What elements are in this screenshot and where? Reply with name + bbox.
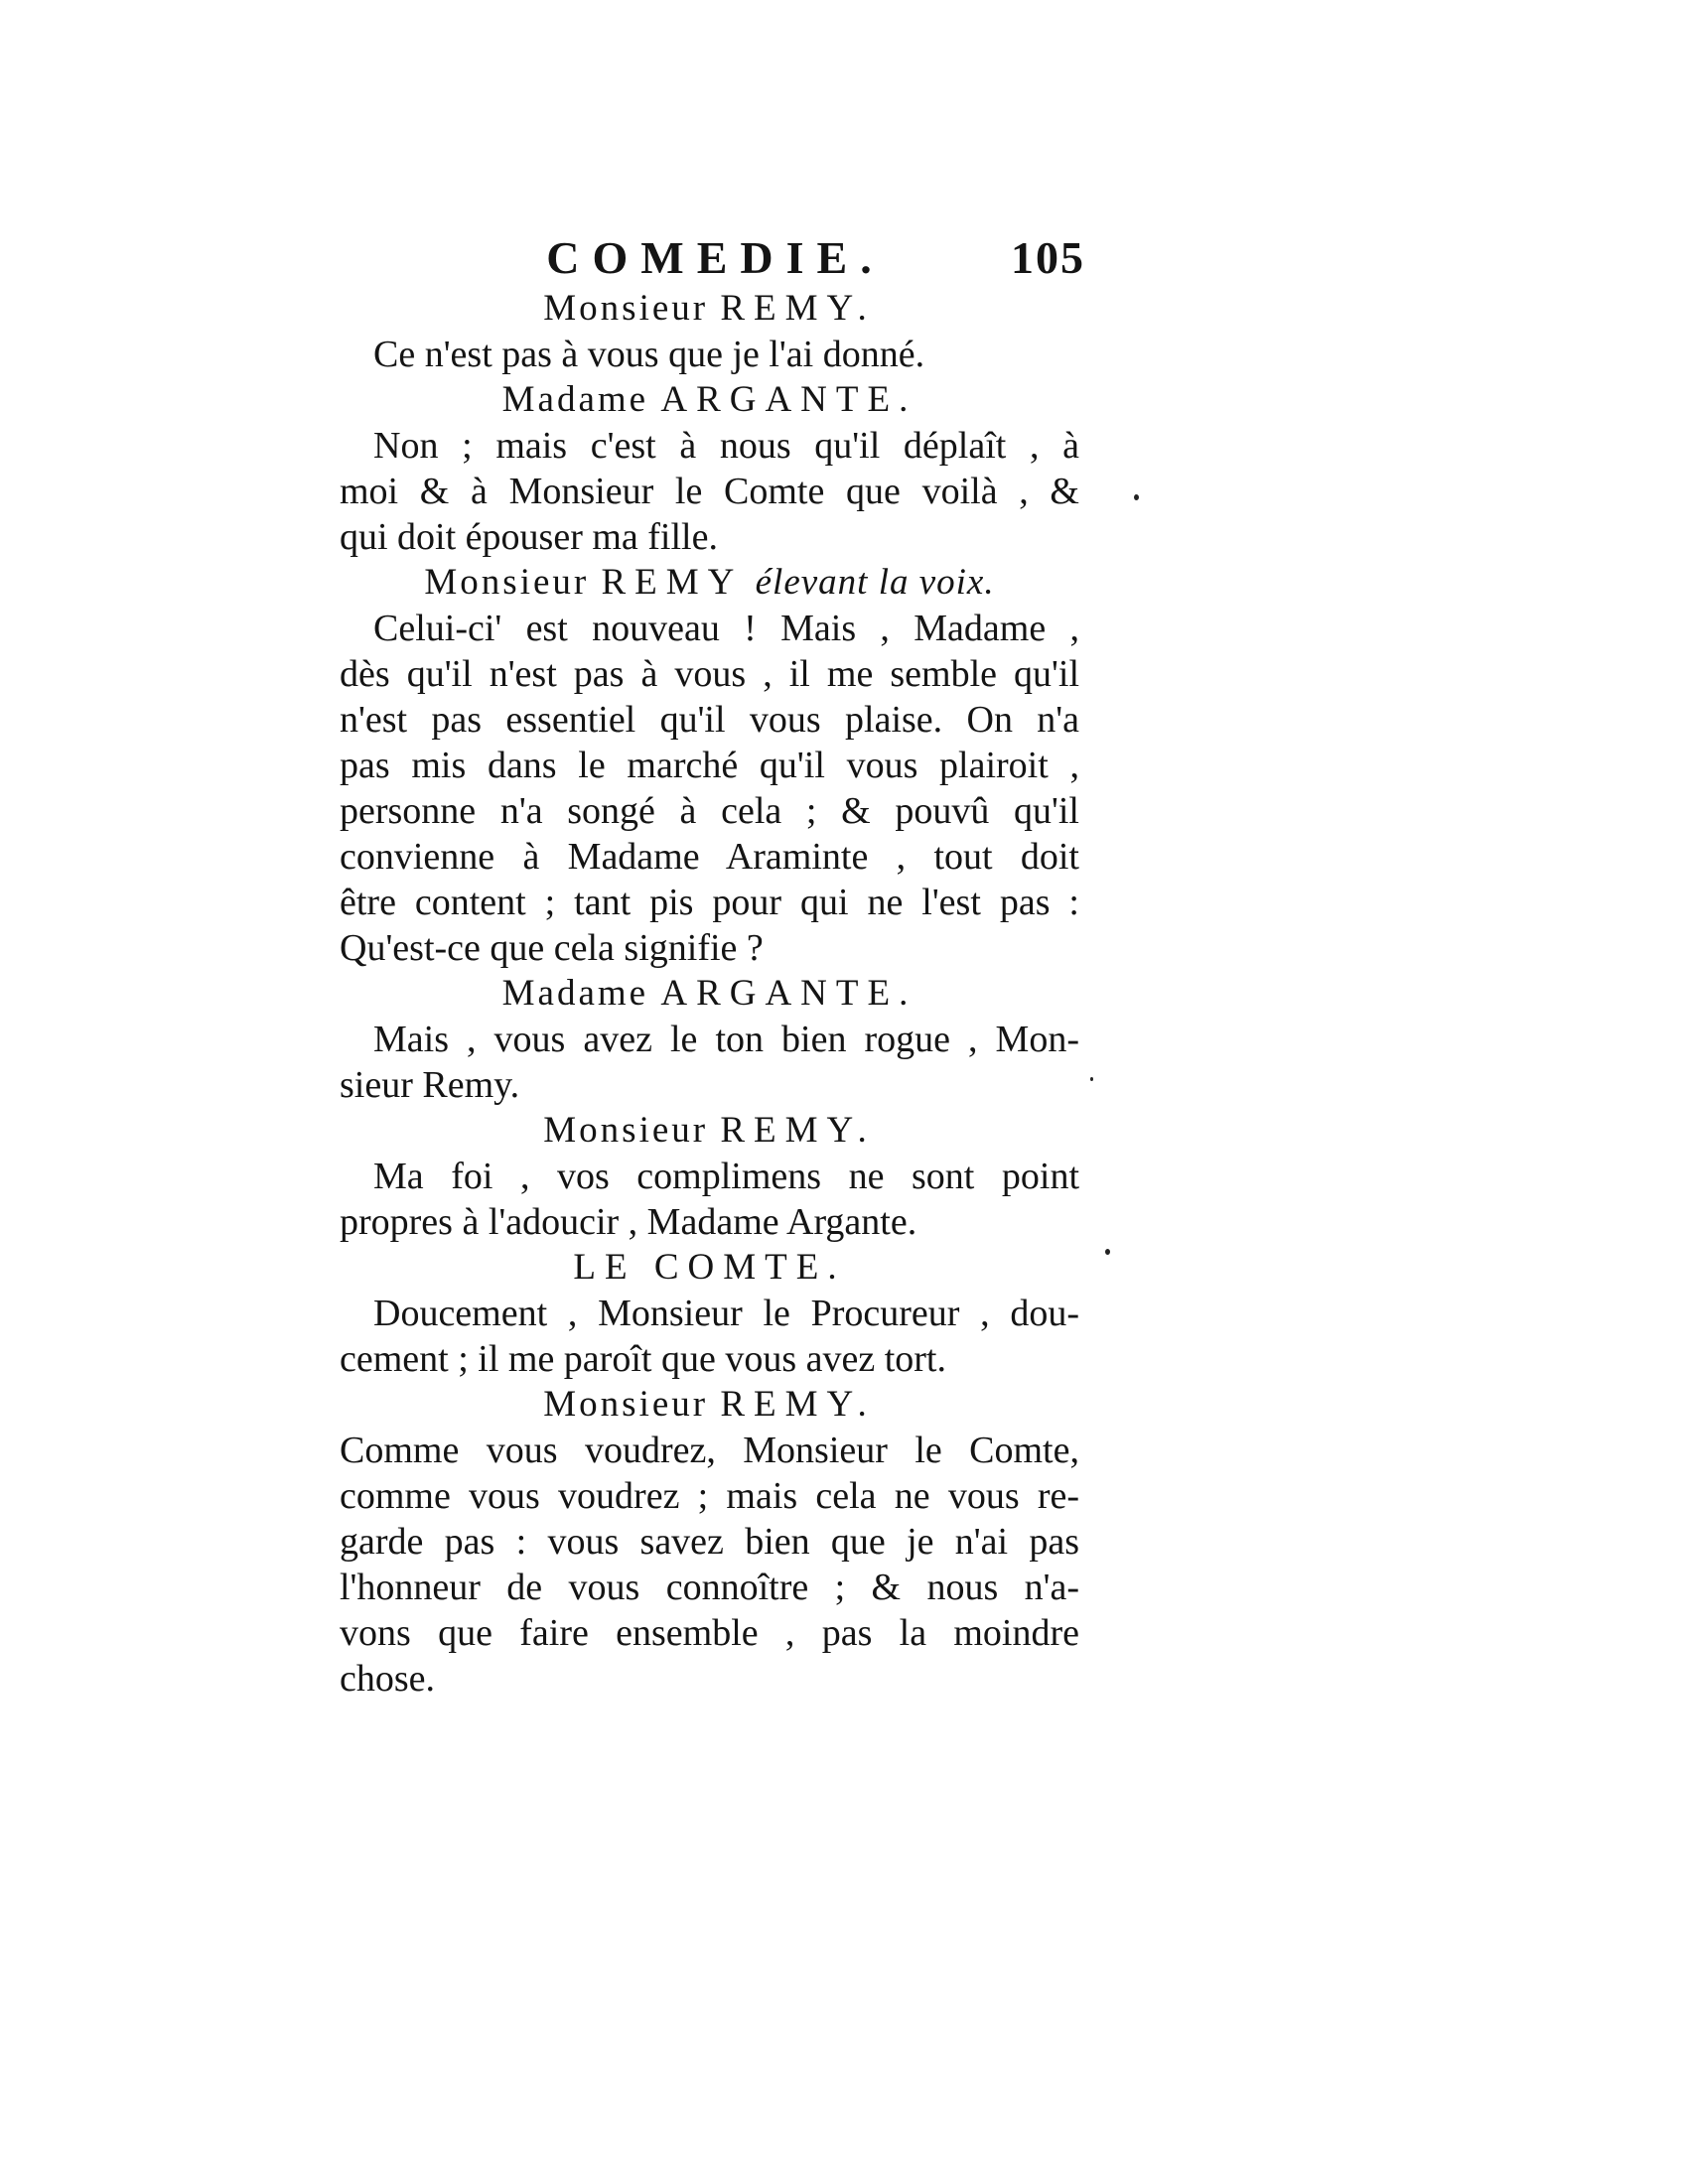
speaker-name: ARGANTE.: [660, 973, 917, 1014]
running-title: COMEDIE.: [546, 232, 885, 283]
text-line: dès qu'il n'est pas à vous , il me semble qu'il: [340, 653, 1079, 695]
text-line: moi & à Monsieur le Comte que voilà , &: [340, 471, 1079, 512]
text-line: personne n'a songé à cela ; & pouvû qu'il: [340, 790, 1079, 832]
text-line: n'est pas essentiel qu'il vous plaise. On n'a: [340, 699, 1079, 741]
speaker-heading: [340, 1108, 1079, 1154]
page-number: 105: [1011, 232, 1085, 283]
speaker-heading: [340, 1245, 1079, 1291]
speaker-heading: [340, 377, 1079, 423]
text-line: Celui-ci' est nouveau ! Mais , Madame ,: [373, 608, 1079, 649]
speaker-name: LE COMTE.: [573, 1247, 846, 1288]
text-line: Non ; mais c'est à nous qu'il déplaît , à: [373, 425, 1079, 467]
speaker-name: REMY.: [720, 1110, 876, 1151]
ink-speck: [1134, 494, 1139, 500]
text-line: Mais , vous avez le ton bien rogue , Mon-: [373, 1019, 1079, 1060]
speaker-heading: [340, 560, 1079, 606]
speaker-title: Monsieur: [424, 562, 590, 603]
speaker-title: Monsieur: [543, 1110, 709, 1151]
text-line: chose.: [340, 1658, 436, 1700]
text-line: Qu'est-ce que cela signifie ?: [340, 927, 764, 969]
text-line: sieur Remy.: [340, 1064, 520, 1106]
speaker-title: Monsieur: [543, 288, 709, 329]
text-line: Comme vous voudrez, Monsieur le Comte,: [340, 1430, 1079, 1471]
page-header: [346, 230, 1085, 286]
text-line: garde pas : vous savez bien que je n'ai pas: [340, 1521, 1079, 1563]
speaker-heading: [340, 286, 1079, 332]
text-line: cement ; il me paroît que vous avez tort.: [340, 1338, 946, 1380]
stage-direction: élevant la voix.: [755, 562, 995, 603]
speaker-heading: [340, 971, 1079, 1017]
text-line: Doucement , Monsieur le Procureur , dou-: [373, 1293, 1079, 1334]
speaker-name: REMY.: [720, 288, 876, 329]
text-line: vons que faire ensemble , pas la moindre: [340, 1612, 1079, 1654]
speaker-heading: [340, 1382, 1079, 1428]
text-line: l'honneur de vous connoître ; & nous n'a-: [340, 1567, 1079, 1608]
ink-speck: [1105, 1249, 1110, 1255]
ink-speck: [1090, 1077, 1093, 1081]
speaker-name: REMY: [601, 562, 744, 603]
text-line: être content ; tant pis pour qui ne l'est pas :: [340, 882, 1079, 923]
text-line: comme vous voudrez ; mais cela ne vous re-: [340, 1475, 1079, 1517]
speaker-title: Madame: [501, 379, 649, 420]
speaker-title: Madame: [501, 973, 649, 1014]
text-line: Ce n'est pas à vous que je l'ai donné.: [373, 334, 925, 375]
text-line: pas mis dans le marché qu'il vous plairoit ,: [340, 745, 1079, 786]
text-line: convienne à Madame Araminte , tout doit: [340, 836, 1079, 878]
speaker-name: ARGANTE.: [660, 379, 917, 420]
text-line: qui doit épouser ma fille.: [340, 516, 718, 558]
speaker-title: Monsieur: [543, 1384, 709, 1425]
speaker-name: REMY.: [720, 1384, 876, 1425]
text-line: propres à l'adoucir , Madame Argante.: [340, 1201, 917, 1243]
text-line: Ma foi , vos complimens ne sont point: [373, 1156, 1079, 1197]
